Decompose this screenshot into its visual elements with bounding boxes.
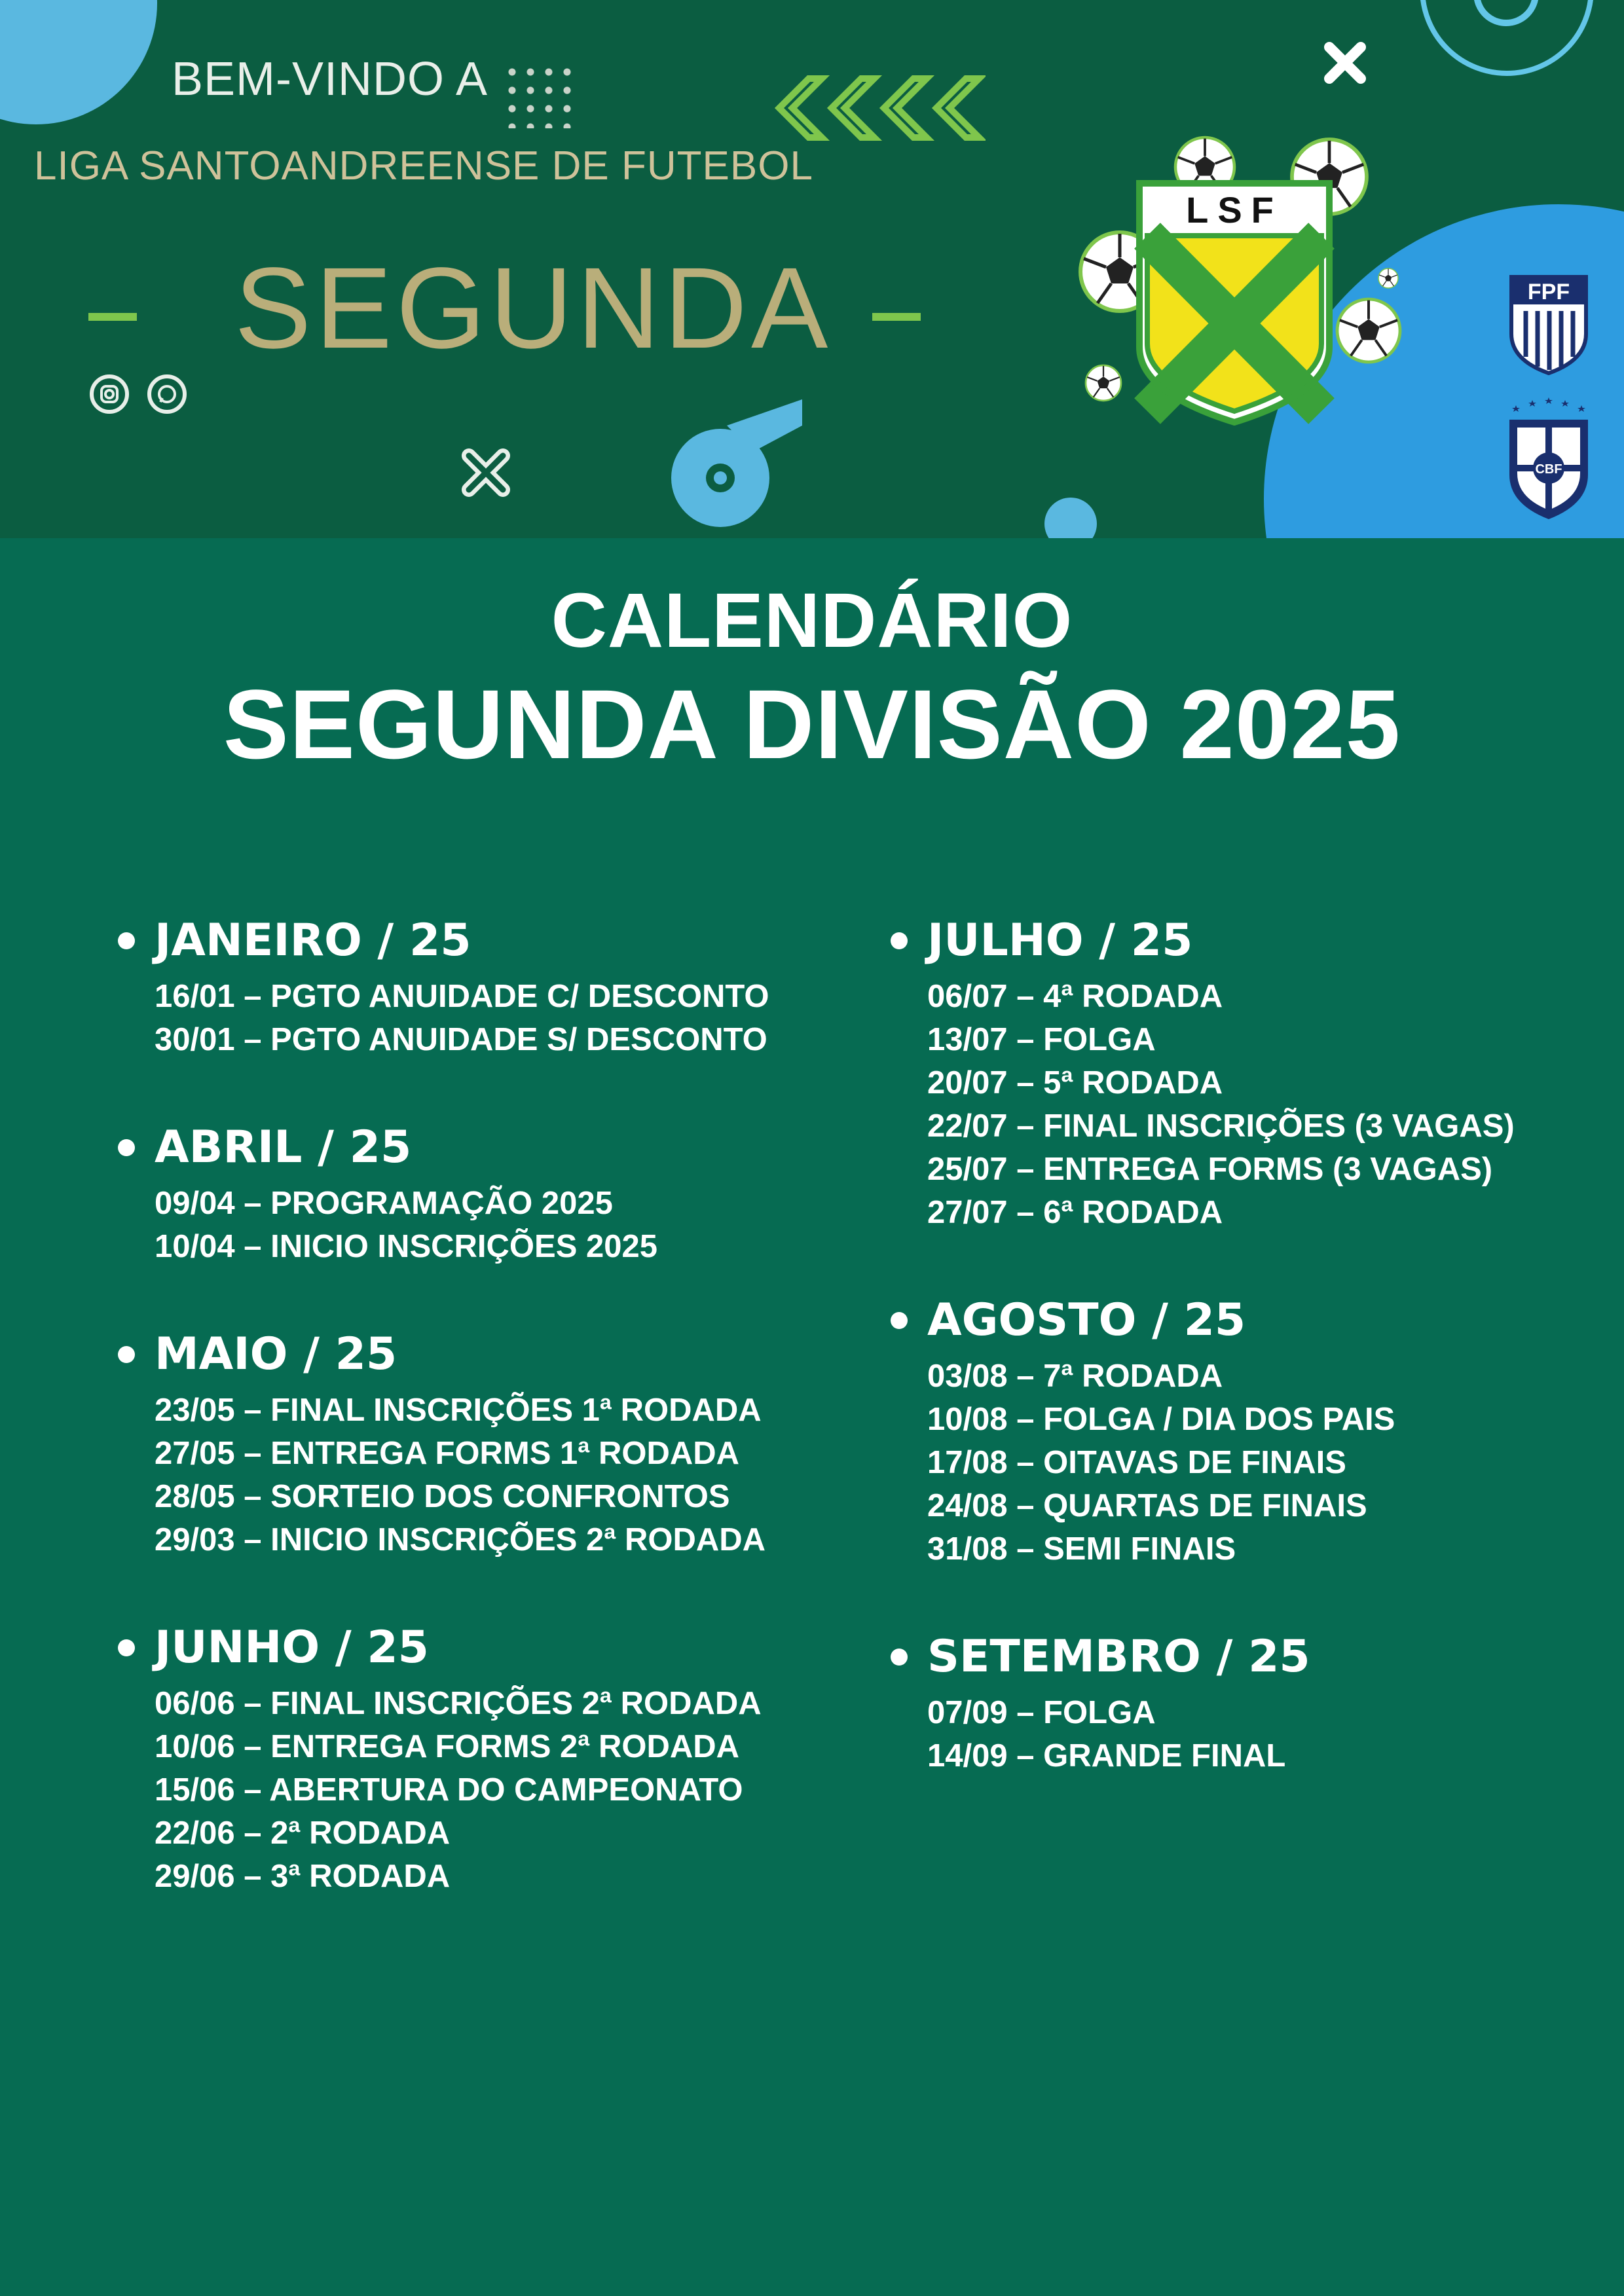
bullet-icon (118, 1639, 135, 1656)
event-list (118, 975, 858, 1061)
event-item: 25/07 – ENTREGA FORMS (3 VAGAS) (927, 1152, 1493, 1187)
event-item: 14/09 – GRANDE FINAL (927, 1738, 1286, 1774)
fpf-badge-logo (1506, 272, 1591, 376)
cbf-badge-logo (1503, 396, 1595, 520)
event-item: 16/01 – PGTO ANUIDADE C/ DESCONTO (155, 979, 769, 1014)
decor-circle (0, 0, 157, 124)
event-item: 27/07 – 6ª RODADA (927, 1195, 1223, 1230)
event-item: 23/05 – FINAL INSCRIÇÕES 1ª RODADA (155, 1393, 762, 1428)
decor-dots (503, 63, 575, 128)
event-item: 29/03 – INICIO INSCRIÇÕES 2ª RODADA (155, 1522, 766, 1558)
event-item: 09/04 – PROGRAMAÇÃO 2025 (155, 1186, 613, 1221)
month-heading (891, 913, 1578, 968)
month-label: JANEIRO / 25 (155, 915, 471, 966)
event-item: 20/07 – 5ª RODADA (927, 1065, 1223, 1101)
month-heading (891, 1630, 1578, 1685)
event-item: 27/05 – ENTREGA FORMS 1ª RODADA (155, 1436, 740, 1471)
event-item: 28/05 – SORTEIO DOS CONFRONTOS (155, 1479, 730, 1514)
bullet-icon (891, 932, 908, 949)
event-item: 07/09 – FOLGA (927, 1695, 1156, 1730)
whistle-icon (648, 399, 809, 530)
bullet-icon (118, 1139, 135, 1156)
calendar-title: CALENDÁRIO (551, 577, 1073, 664)
bullet-icon (891, 1649, 908, 1666)
month-block (118, 1327, 858, 1561)
decor-dash (88, 313, 137, 321)
month-heading (118, 1620, 858, 1675)
welcome-text: BEM-VINDO A (172, 53, 489, 105)
fpf-text: FPF (1527, 280, 1570, 304)
event-list (891, 1691, 1578, 1777)
event-item: 17/08 – OITAVAS DE FINAIS (927, 1445, 1346, 1480)
event-list (891, 1355, 1578, 1571)
calendar-column-right (891, 913, 1578, 1836)
month-label: AGOSTO / 25 (927, 1294, 1246, 1346)
bullet-icon (118, 932, 135, 949)
division-word: SEGUNDA (234, 244, 832, 373)
close-x-icon (1321, 39, 1369, 86)
calendar-column-left (118, 913, 858, 1957)
event-list (118, 1389, 858, 1561)
event-item: 03/08 – 7ª RODADA (927, 1358, 1223, 1394)
event-item: 22/06 – 2ª RODADA (155, 1815, 451, 1851)
x-outline-icon (458, 445, 513, 500)
decor-dash (872, 313, 921, 321)
event-item: 29/06 – 3ª RODADA (155, 1859, 451, 1894)
instagram-icon (90, 374, 129, 414)
bullet-icon (118, 1346, 135, 1363)
month-label: SETEMBRO / 25 (927, 1631, 1310, 1683)
month-heading (118, 1120, 858, 1175)
event-item: 24/08 – QUARTAS DE FINAIS (927, 1488, 1367, 1523)
event-item: 31/08 – SEMI FINAIS (927, 1531, 1236, 1567)
division-title: SEGUNDA DIVISÃO 2025 (223, 669, 1401, 779)
month-label: JULHO / 25 (927, 915, 1193, 966)
month-block (891, 1293, 1578, 1571)
month-heading (118, 913, 858, 968)
month-block (118, 1620, 858, 1898)
event-item: 13/07 – FOLGA (927, 1022, 1156, 1057)
month-heading (118, 1327, 858, 1382)
event-list (118, 1182, 858, 1268)
lsf-crest-logo (1126, 177, 1342, 426)
chevrons-icon (769, 72, 986, 144)
event-list (891, 975, 1578, 1234)
month-block (891, 1630, 1578, 1777)
month-label: ABRIL / 25 (155, 1121, 412, 1173)
event-item: 10/04 – INICIO INSCRIÇÕES 2025 (155, 1229, 657, 1264)
decor-circle (1044, 498, 1097, 538)
event-list (118, 1682, 858, 1898)
crest-text: LSF (1186, 189, 1283, 230)
whatsapp-icon (147, 374, 187, 414)
bullet-icon (891, 1312, 908, 1329)
event-item: 06/07 – 4ª RODADA (927, 979, 1223, 1014)
month-block (118, 913, 858, 1061)
month-label: MAIO / 25 (155, 1328, 397, 1380)
league-name: LIGA SANTOANDREENSE DE FUTEBOL (34, 143, 813, 189)
event-item: 22/07 – FINAL INSCRIÇÕES (3 VAGAS) (927, 1108, 1515, 1144)
event-item: 15/06 – ABERTURA DO CAMPEONATO (155, 1772, 743, 1808)
header-banner (0, 0, 1624, 538)
event-item: 10/08 – FOLGA / DIA DOS PAIS (927, 1402, 1395, 1437)
month-block (891, 913, 1578, 1234)
month-heading (891, 1293, 1578, 1348)
event-item: 06/06 – FINAL INSCRIÇÕES 2ª RODADA (155, 1686, 762, 1721)
event-item: 10/06 – ENTREGA FORMS 2ª RODADA (155, 1729, 740, 1764)
month-label: JUNHO / 25 (155, 1622, 429, 1673)
event-item: 30/01 – PGTO ANUIDADE S/ DESCONTO (155, 1022, 767, 1057)
month-block (118, 1120, 858, 1268)
cbf-text: CBF (1535, 462, 1562, 477)
